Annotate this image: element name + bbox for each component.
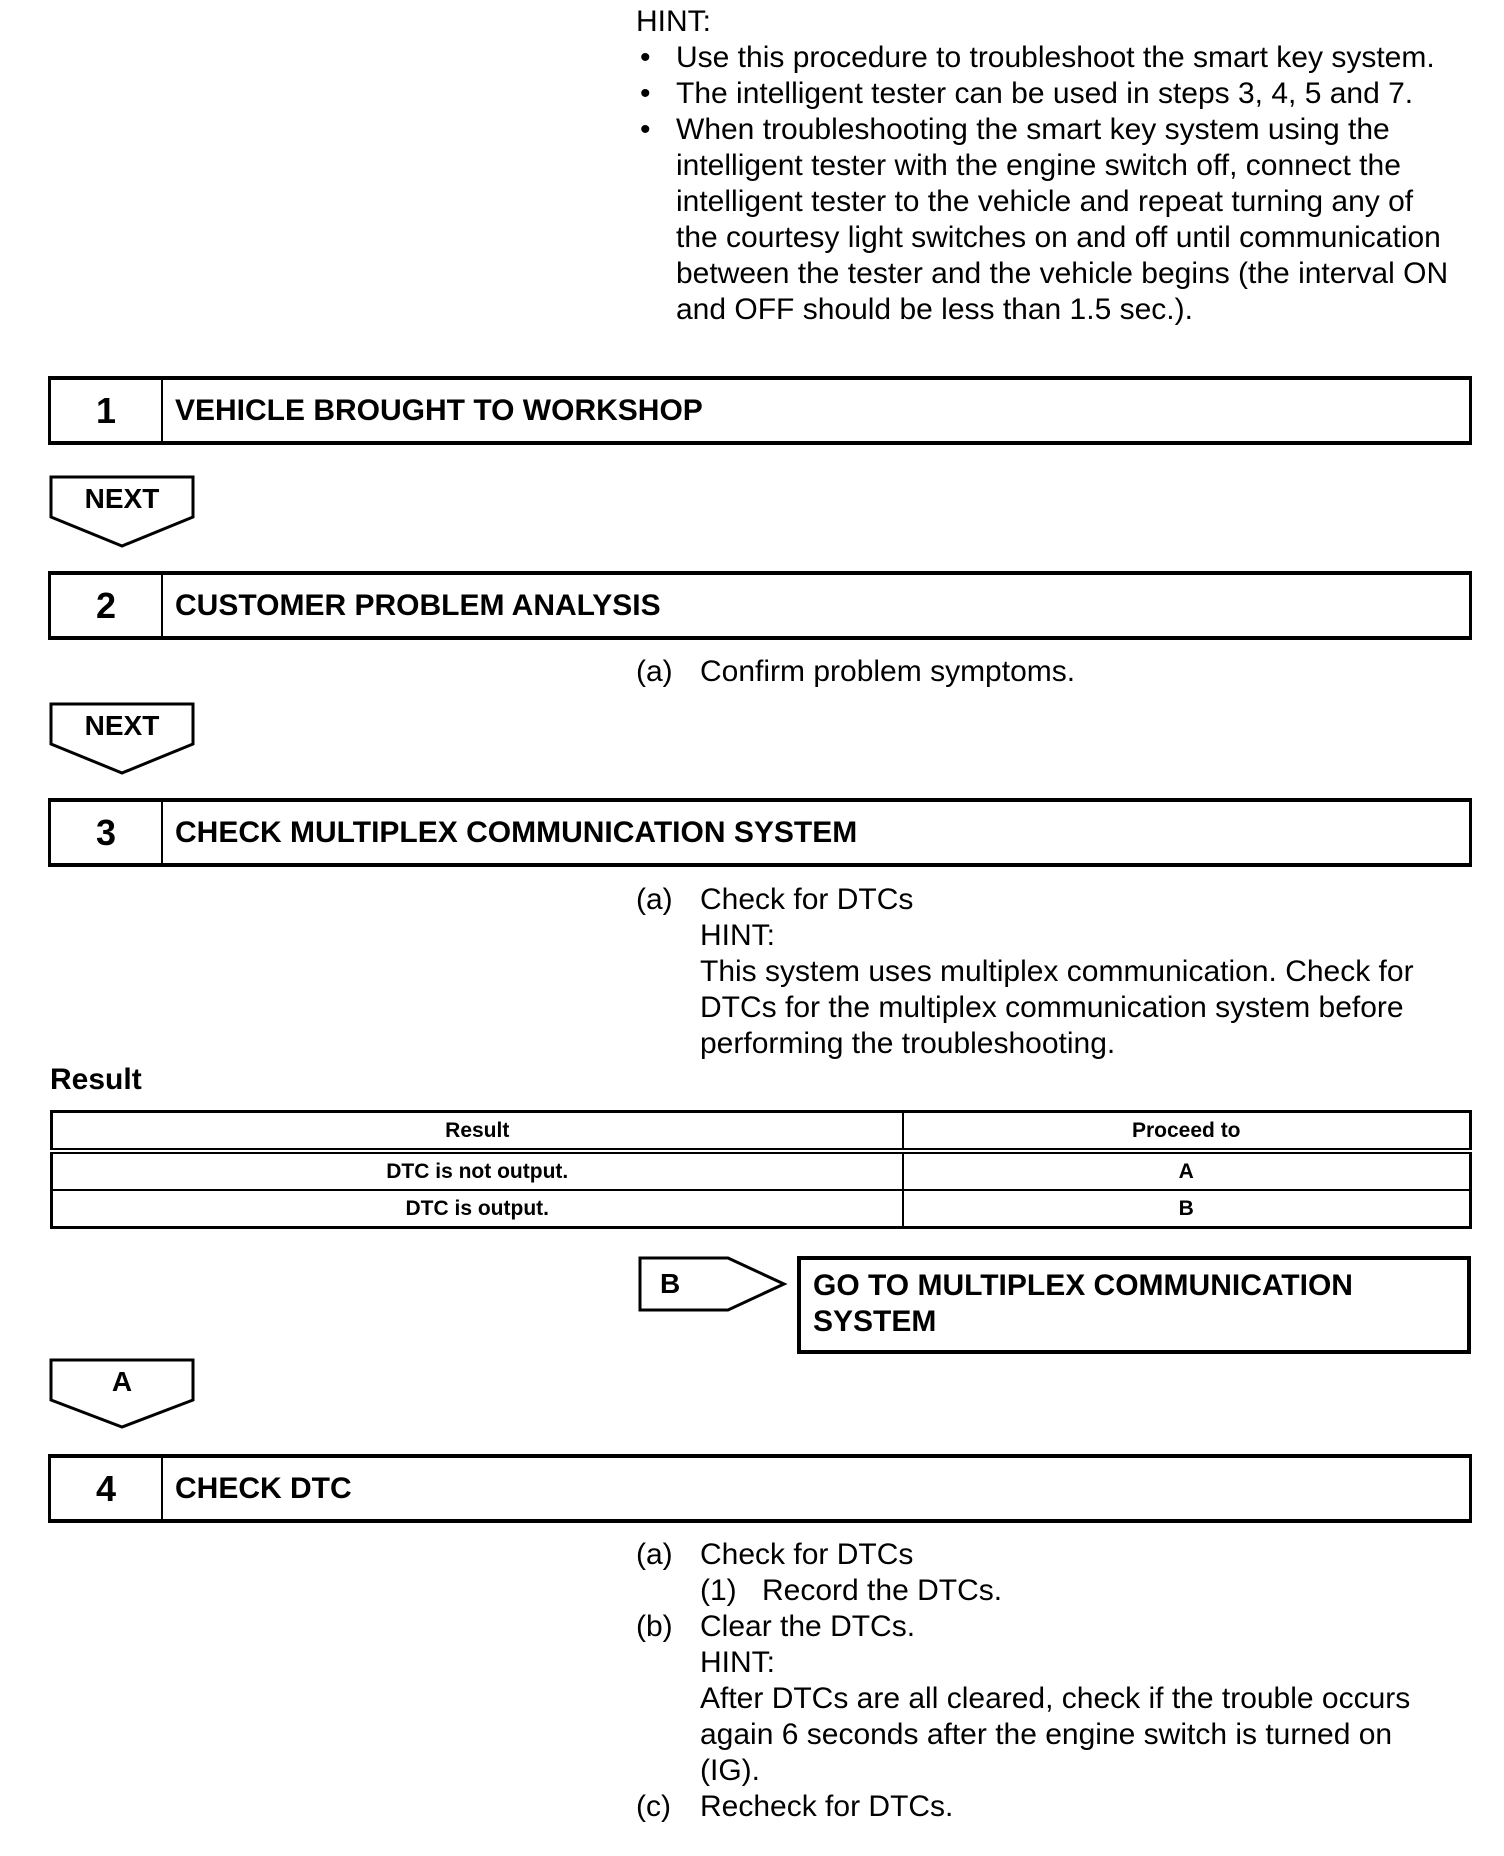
item-marker: (a) — [636, 1538, 673, 1571]
step-number: 1 — [51, 380, 163, 441]
table-header-row — [52, 1112, 1471, 1152]
hint-bullet — [636, 40, 1448, 76]
b-branch-arrow[interactable] — [638, 1256, 788, 1312]
step-3-header — [48, 798, 1472, 867]
bullet-text: The intelligent tester can be used in steps 3, 4, 5 and 7. — [676, 77, 1414, 110]
table-row — [52, 1190, 1471, 1228]
bullet-text: the courtesy light switches on and off until communication — [676, 221, 1441, 254]
item-body — [700, 1609, 1410, 1789]
bullet-text: between the tester and the vehicle begins (the interval ON — [676, 257, 1449, 290]
item-marker: (a) — [636, 883, 673, 916]
item-text: Check for DTCs — [700, 883, 914, 916]
item-text: Confirm problem symptoms. — [700, 655, 1076, 688]
bullet-icon: • — [640, 113, 651, 146]
bullet-icon: • — [640, 41, 651, 74]
hint-text: again 6 seconds after the engine switch is turned on — [700, 1718, 1393, 1751]
hint-text: performing the troubleshooting. — [700, 1027, 1116, 1060]
a-branch-arrow[interactable] — [49, 1358, 195, 1432]
bullet-text: When troubleshooting the smart key system using the — [676, 113, 1390, 146]
table-row — [52, 1151, 1471, 1190]
item-text: Check for DTCs — [700, 1538, 914, 1571]
hint-bullet — [636, 112, 1448, 328]
step-number: 4 — [51, 1458, 163, 1519]
goto-text: SYSTEM — [813, 1305, 937, 1338]
goto-text: GO TO MULTIPLEX COMMUNICATION — [813, 1269, 1353, 1302]
item-body — [700, 882, 1414, 1062]
goto-multiplex-box[interactable] — [797, 1256, 1471, 1354]
bullet-text: intelligent tester to the vehicle and repeat turning any of — [676, 185, 1414, 218]
item-marker: (c) — [636, 1790, 671, 1823]
step-4-header — [48, 1454, 1472, 1523]
bullet-text: and OFF should be less than 1.5 sec.). — [676, 293, 1193, 326]
column-header: Proceed to — [903, 1112, 1471, 1152]
result-heading: Result — [50, 1063, 142, 1096]
hint-label: HINT: — [700, 919, 775, 952]
hint-text: This system uses multiplex communication. Check for — [700, 955, 1414, 988]
hint-text: After DTCs are all cleared, check if the trouble occurs — [700, 1682, 1411, 1715]
item-text: Recheck for DTCs. — [700, 1790, 954, 1823]
next-label: NEXT — [84, 710, 160, 741]
item-marker: (1) — [700, 1574, 737, 1607]
branch-label: A — [111, 1366, 133, 1397]
hint-label: HINT: — [700, 1646, 775, 1679]
bullet-text: Use this procedure to troubleshoot the smart key system. — [676, 41, 1435, 74]
item-marker: (a) — [636, 655, 673, 688]
result-table — [50, 1110, 1472, 1229]
next-label: NEXT — [84, 483, 160, 514]
hint-text: DTCs for the multiplex communication system before — [700, 991, 1404, 1024]
hint-bullet — [636, 76, 1448, 112]
proceed-cell: A — [903, 1151, 1471, 1190]
step-title: CHECK MULTIPLEX COMMUNICATION SYSTEM — [175, 815, 858, 849]
step-2-header — [48, 571, 1472, 640]
next-arrow-2[interactable] — [49, 702, 195, 776]
step-title: VEHICLE BROUGHT TO WORKSHOP — [175, 393, 703, 427]
bullet-text: intelligent tester with the engine switch off, connect the — [676, 149, 1401, 182]
hint-label: HINT: — [636, 5, 711, 38]
result-cell: DTC is not output. — [52, 1151, 903, 1190]
step-title: CHECK DTC — [175, 1471, 352, 1505]
bullet-icon: • — [640, 77, 651, 110]
step-title: CUSTOMER PROBLEM ANALYSIS — [175, 588, 661, 622]
branch-label: B — [660, 1268, 681, 1299]
step-number: 3 — [51, 802, 163, 863]
proceed-cell: B — [903, 1190, 1471, 1228]
column-header: Result — [52, 1112, 903, 1152]
intro-hint — [636, 4, 1448, 328]
next-arrow-1[interactable] — [49, 475, 195, 549]
result-cell: DTC is output. — [52, 1190, 903, 1228]
step-1-header — [48, 376, 1472, 445]
item-marker: (b) — [636, 1610, 673, 1643]
item-text: Record the DTCs. — [762, 1574, 1003, 1607]
hint-text: (IG). — [700, 1754, 760, 1787]
item-text: Clear the DTCs. — [700, 1610, 916, 1643]
step-number: 2 — [51, 575, 163, 636]
